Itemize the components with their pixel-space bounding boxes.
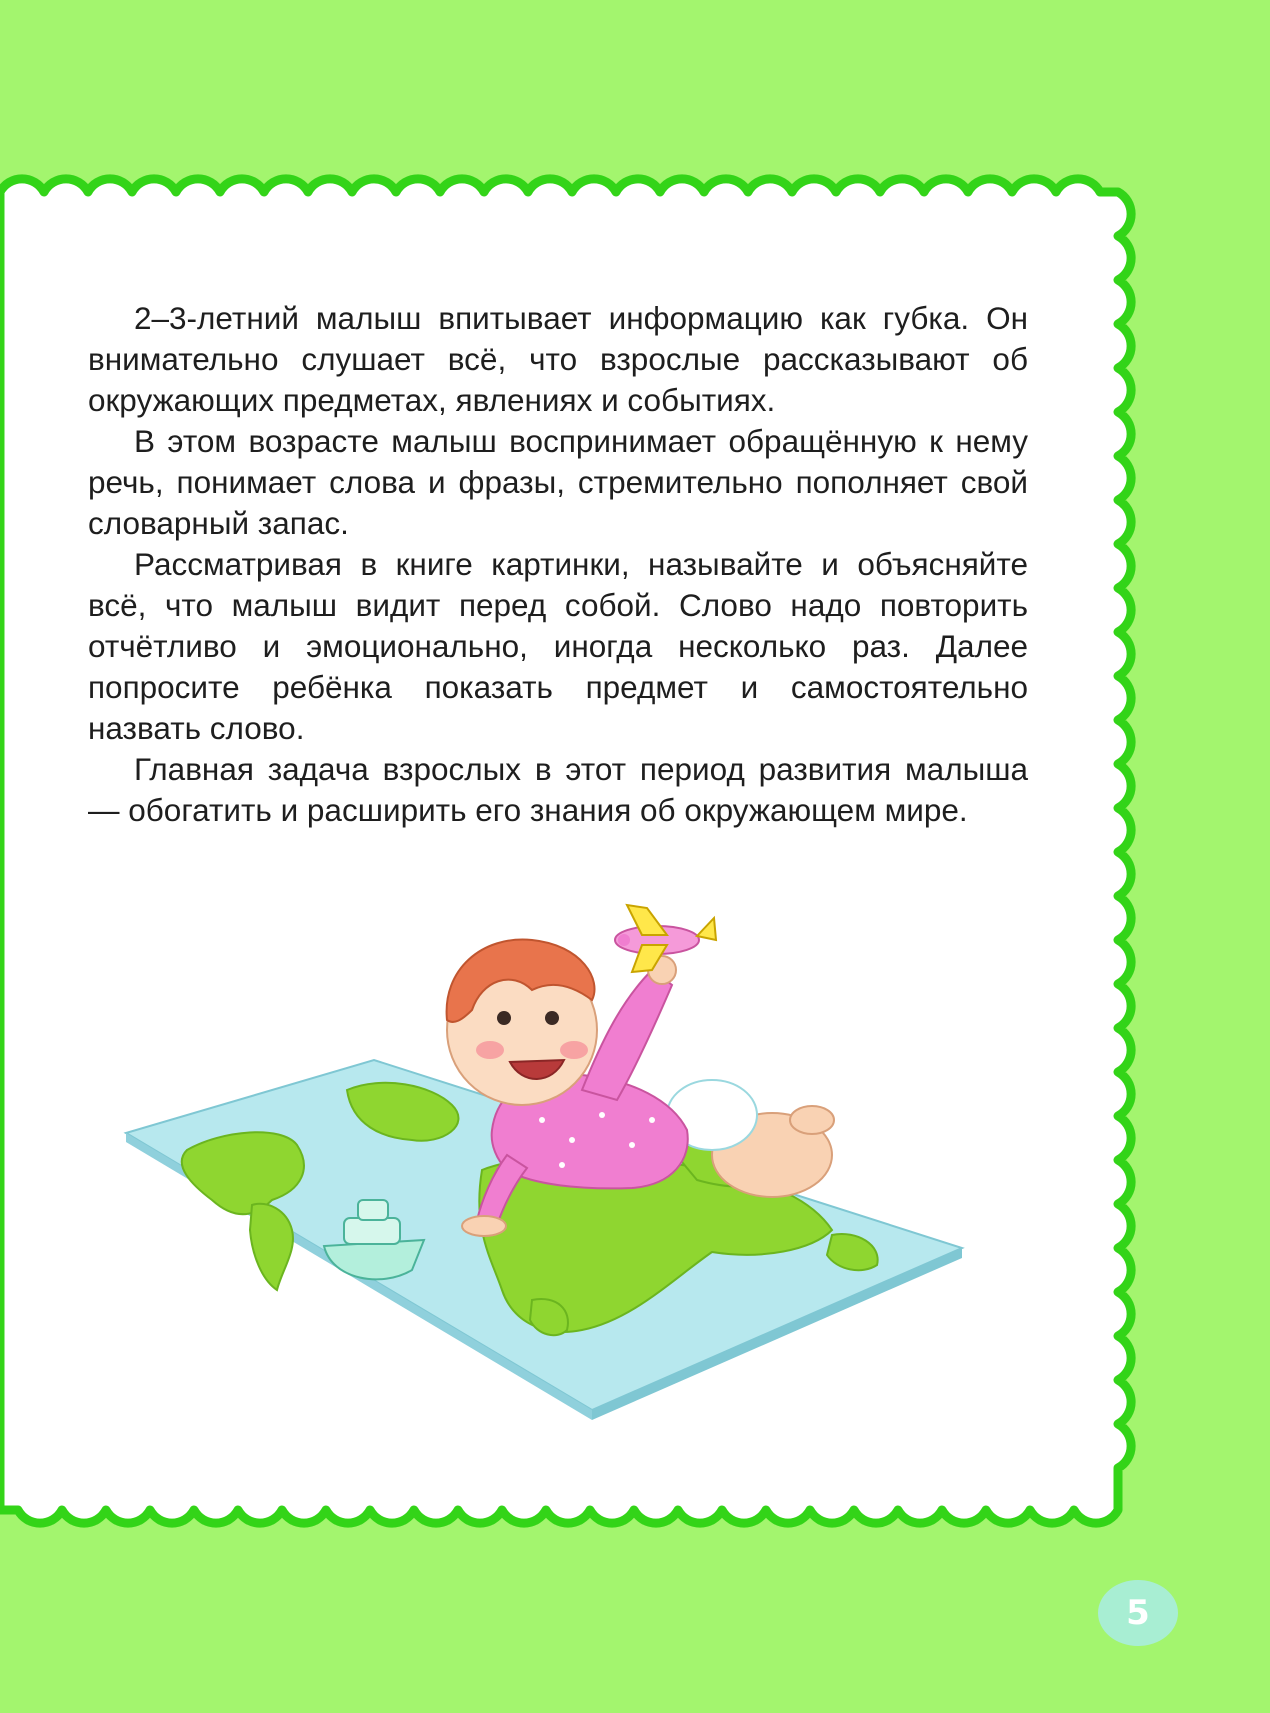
paragraph-3: Рассматривая в книге картинки, называйте и объясняйте всё, что малыш видит перед собой. Слово надо повторить отчётливо и эмоционально, иногда несколько раз. Далее попросите ребёнка показать предмет и самостоятельно назвать слово. xyxy=(88,546,1028,746)
paragraph-2: В этом возрасте малыш воспринимает обращённую к нему речь, понимает слова и фразы, стремительно пополняет свой словарный запас. xyxy=(88,423,1028,541)
paragraph-4: Главная задача взрослых в этот период развития малыша — обогатить и расширить его знания об окружающем мире. xyxy=(88,751,1028,828)
baby-map-illustration xyxy=(112,900,1012,1440)
text-block xyxy=(88,298,1028,831)
page-number-badge xyxy=(1098,1580,1178,1646)
page-number: 5 xyxy=(1126,1593,1150,1633)
paragraph-1: 2–3-летний малыш впитывает информацию как губка. Он внимательно слушает всё, что взрослые рассказывают об окружающих предметах, явлениях и событиях. xyxy=(88,300,1028,418)
